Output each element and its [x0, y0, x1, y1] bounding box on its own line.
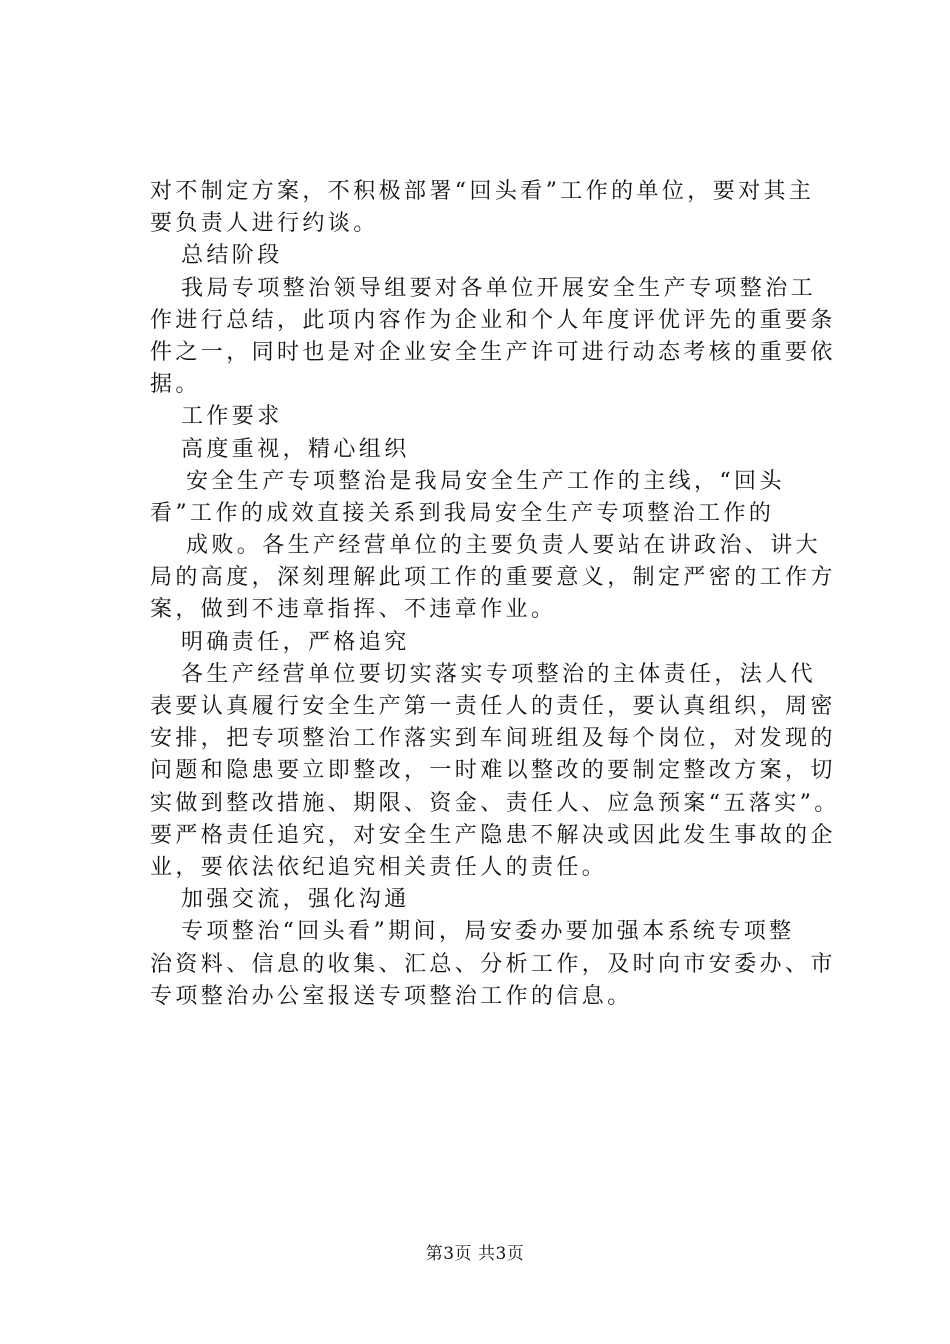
text-line: 作进行总结，此项内容作为企业和个人年度评优评先的重要条 — [150, 307, 836, 333]
text-line: 件之一，同时也是对企业安全生产许可进行动态考核的重要依 — [150, 339, 836, 365]
text-line: 安排，把专项整治工作落实到车间班组及每个岗位，对发现的 — [150, 726, 836, 752]
text-line: 专项整治办公室报送专项整治工作的信息。 — [150, 983, 633, 1009]
text-line: 看”工作的成效直接关系到我局安全生产专项整治工作的 — [150, 500, 775, 526]
text-line: 业，要依法依纪追究相关责任人的责任。 — [150, 854, 608, 880]
text-line: 各生产经营单位要切实落实专项整治的主体责任，法人代 — [181, 661, 817, 687]
text-line: 表要认真履行安全生产第一责任人的责任，要认真组织，周密 — [150, 694, 836, 719]
text-line: 据。 — [150, 372, 201, 398]
page-footer — [0, 1242, 950, 1266]
text-line: 成败。各生产经营单位的主要负责人要站在讲政治、讲大 — [186, 533, 822, 559]
text-line: 案，做到不违章指挥、不违章作业。 — [150, 597, 557, 623]
text-line: 治资料、信息的收集、汇总、分析工作，及时向市安委办、市 — [150, 951, 836, 977]
text-line: 我局专项整治领导组要对各单位开展安全生产专项整治工 — [181, 275, 817, 301]
text-line: 专项整治“回头看”期间，局安委办要加强本系统专项整 — [181, 919, 795, 945]
document-body — [150, 176, 840, 1013]
section-heading: 工作要求 — [181, 404, 283, 430]
text-line: 局的高度，深刻理解此项工作的重要意义，制定严密的工作方 — [150, 565, 836, 591]
text-line: 要严格责任追究，对安全生产隐患不解决或因此发生事故的企 — [150, 822, 836, 848]
section-heading: 总结阶段 — [181, 243, 283, 269]
text-line: 实做到整改措施、期限、资金、责任人、应急预案“五落实”。 — [150, 790, 840, 816]
text-line: 安全生产专项整治是我局安全生产工作的主线，“回头 — [186, 468, 785, 494]
text-line: 对不制定方案，不积极部署“回头看”工作的单位，要对其主 — [150, 179, 815, 204]
subsection-heading: 高度重视，精心组织 — [181, 436, 410, 462]
text-line: 要负责人进行约谈。 — [150, 211, 379, 237]
subsection-heading: 明确责任，严格追究 — [181, 629, 410, 655]
subsection-heading: 加强交流，强化沟通 — [181, 887, 410, 913]
page-number-label: 第3页 共3页 — [425, 1244, 525, 1264]
text-line: 问题和隐患要立即整改，一时难以整改的要制定整改方案，切 — [150, 758, 836, 784]
